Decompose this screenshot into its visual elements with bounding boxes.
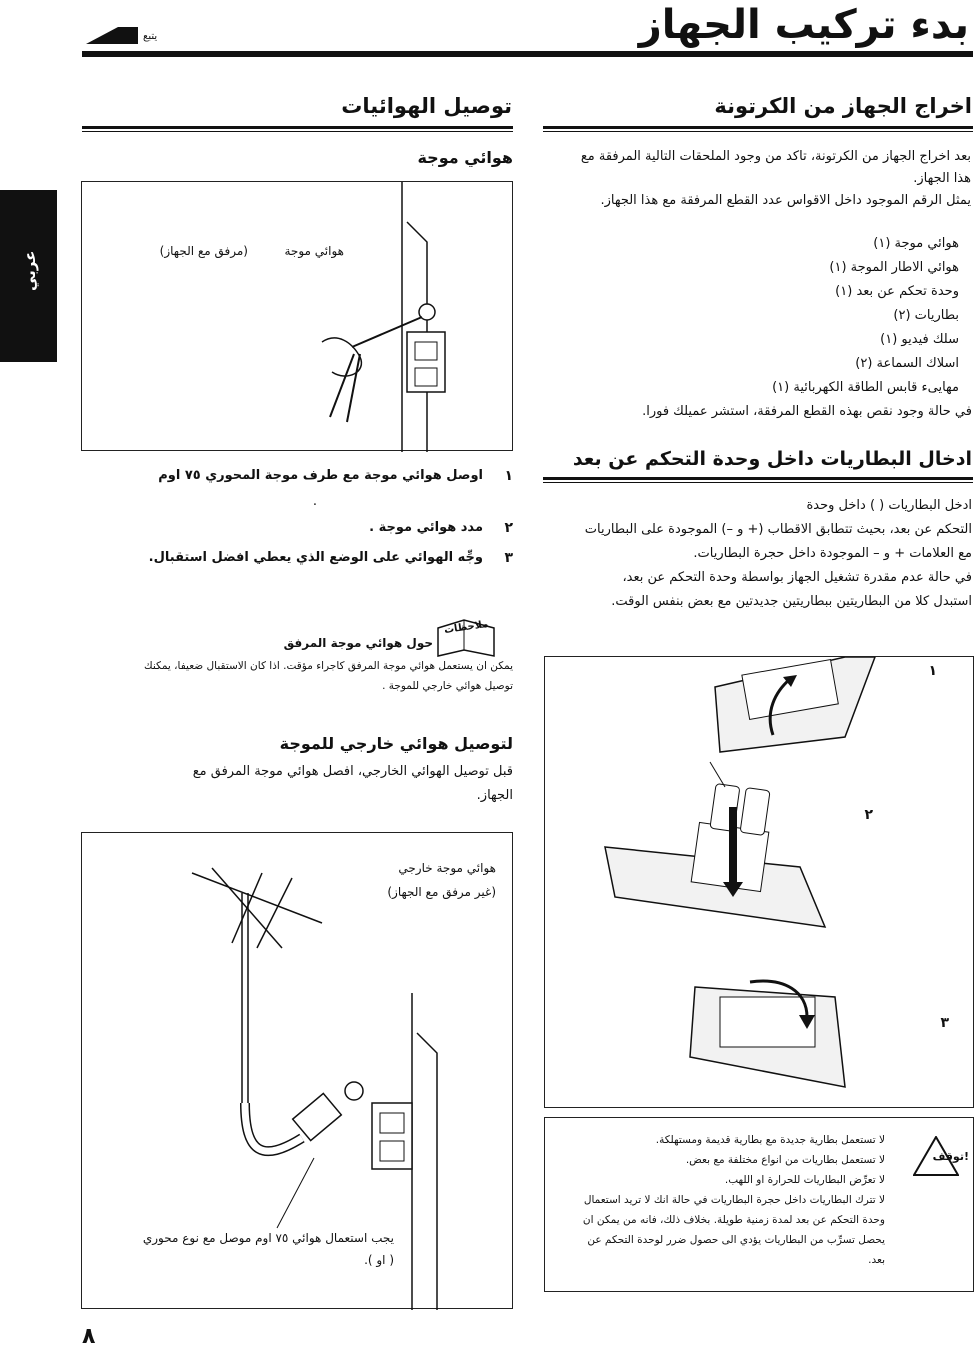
battery-line-2: التحكم عن بعد، بحيث تتطابق الاقطاب (+ و –) الموجودة على البطاريات [584, 522, 972, 537]
fig1-label-supplied: (مرفق مع الجهاز) [159, 244, 248, 258]
caution-line: لا تعرِّض البطاريات للحرارة او اللهب. [724, 1174, 885, 1186]
list-item: هوائي الاطار الموجة (١) [829, 260, 959, 275]
unpack-rule-thin [543, 131, 973, 132]
unpack-title: اخراج الجهاز من الكرتونة [714, 94, 972, 118]
step-text: وجِّه الهوائي على الوضع الذي يعطي افضل استقبال. [148, 550, 483, 565]
battery-line-1: ادخل البطاريات ( ) داخل وحدة [806, 498, 972, 513]
step-number: ٣ [504, 550, 513, 566]
step-number: ١ [504, 468, 513, 484]
unpack-rule [543, 126, 973, 129]
fig1-label-antenna: هوائي موجة [284, 244, 344, 258]
step-extra: . [312, 494, 317, 509]
intro-line-1: بعد اخراج الجهاز من الكرتونة، تاكد من وجود الملحقات التالية المرفقة مع [580, 149, 971, 164]
header-rule [82, 51, 973, 57]
battery-step-1: ١ [928, 663, 937, 679]
notes-line: توصيل هوائي خارجي للموجة . [382, 680, 513, 692]
language-tab-label: عربي [21, 250, 39, 291]
antenna-figure-1 [81, 181, 513, 451]
list-item: اسلاك السماعة (٢) [855, 356, 959, 371]
caution-line: يحصل تسرِّب من البطاريات يؤدي الى حصول ضرر لوحدة التحكم عن [587, 1234, 885, 1246]
continued-label: يتبع [143, 31, 158, 42]
intro-line-3: يمثل الرقم الموجود داخل الاقواس عدد القطع المرفقة مع هذا الجهاز. [600, 193, 971, 208]
antenna-figure-2 [81, 832, 513, 1309]
notes-icon-label: ملاحظات [443, 618, 490, 637]
battery-figure [544, 656, 974, 1108]
caution-line: لا تستعمل بطارية جديدة مع بطارية قديمة ومستهلكة. [655, 1134, 885, 1146]
outdoor-line: قبل توصيل الهوائي الخارجي، افصل هوائي موجة المرفق مع [192, 764, 513, 779]
remote-step1-icon [715, 657, 875, 752]
battery-step-3: ٣ [940, 1015, 949, 1031]
list-item: بطاريات (٢) [893, 308, 959, 323]
fig2-label-antenna: هوائي موجة خارجي [398, 861, 496, 875]
fm-antenna-illustration [82, 182, 514, 452]
caution-text [553, 1130, 885, 1270]
page-number: ٨ [82, 1324, 96, 1349]
caution-line: وحدة التحكم عن بعد لمدة زمنية طويلة. بخلاف ذلك، فانه من يمكن ان [582, 1214, 885, 1226]
battery-rule [543, 477, 973, 480]
battery-step-2: ٢ [864, 807, 873, 823]
continue-arrow-icon [86, 27, 138, 45]
accessory-list [659, 232, 959, 400]
caution-line: لا تستعمل بطاريات من انواع مختلفة مع بعض. [685, 1154, 885, 1166]
antenna-title: توصيل الهوائيات [341, 94, 512, 118]
page-title: بدء تركيب الجهاز [638, 2, 969, 48]
antenna-steps [83, 468, 513, 580]
step-text: مدد هوائي موجة . [369, 520, 483, 535]
remote-illustration [545, 657, 975, 1109]
caution-label: توقف! [932, 1150, 969, 1163]
remote-step2-icon [605, 762, 825, 927]
unpack-footnote: في حالة وجود نقص بهذه القطع المرفقة، استشر عميلك فورا. [642, 404, 972, 419]
notes-text [73, 656, 513, 696]
outdoor-line: الجهاز. [476, 788, 513, 803]
fig2-label-not-supplied: (غير مرفق مع الجهاز) [387, 885, 496, 899]
battery-line-3: مع العلامات + و – الموجودة داخل حجرة البطاريات. [693, 546, 972, 561]
notes-heading: حول هوائي موجة المرفق [283, 636, 433, 650]
antenna-rule [82, 126, 513, 129]
step-number: ٢ [504, 520, 513, 536]
outdoor-text [83, 760, 513, 808]
battery-rule-thin [543, 482, 973, 483]
antenna-rule-thin [82, 131, 513, 132]
list-item: مهايىء قابس الطاقة الكهربائية (١) [772, 380, 959, 395]
caution-line: بعد. [868, 1254, 885, 1266]
battery-line-4: في حالة عدم مقدرة تشغيل الجهاز بواسطة وحدة التحكم عن بعد، [622, 570, 972, 585]
caution-line: لا تترك البطاريات داخل حجرة البطاريات في حالة انك لا تريد استعمال [583, 1194, 885, 1206]
step-text: اوصل هوائي موجة مع طرف موجة المحوري ٧٥ اوم [158, 468, 483, 483]
battery-line-5: استبدل كلا من البطاريتين ببطاريتين جديدتين مع بعض بنفس الوقت. [611, 594, 972, 609]
notes-line: يمكن ان يستعمل هوائي موجة المرفق كاجراء مؤقت. اذا كان الاستقبال ضعيفا، يمكنك [144, 660, 513, 672]
battery-title: ادخال البطاريات داخل وحدة التحكم عن بعد [572, 448, 972, 470]
fig2-caption: يجب استعمال هوائي ٧٥ اوم موصل مع نوع محوري [142, 1231, 394, 1245]
list-item: وحدة تحكم عن بعد (١) [835, 284, 959, 299]
list-item: هوائي موجة (١) [873, 236, 959, 251]
caution-box [544, 1117, 974, 1292]
remote-step3-icon [690, 981, 845, 1087]
unpack-intro [541, 146, 971, 212]
outdoor-title: لتوصيل هوائي خارجي للموجة [279, 734, 513, 753]
battery-text [542, 494, 972, 614]
fig2-caption-2: ( او ). [364, 1253, 394, 1267]
antenna-subtitle: هوائي موجة [417, 148, 513, 167]
intro-line-2: هذا الجهاز. [913, 171, 971, 186]
list-item: سلك فيديو (١) [880, 332, 959, 347]
